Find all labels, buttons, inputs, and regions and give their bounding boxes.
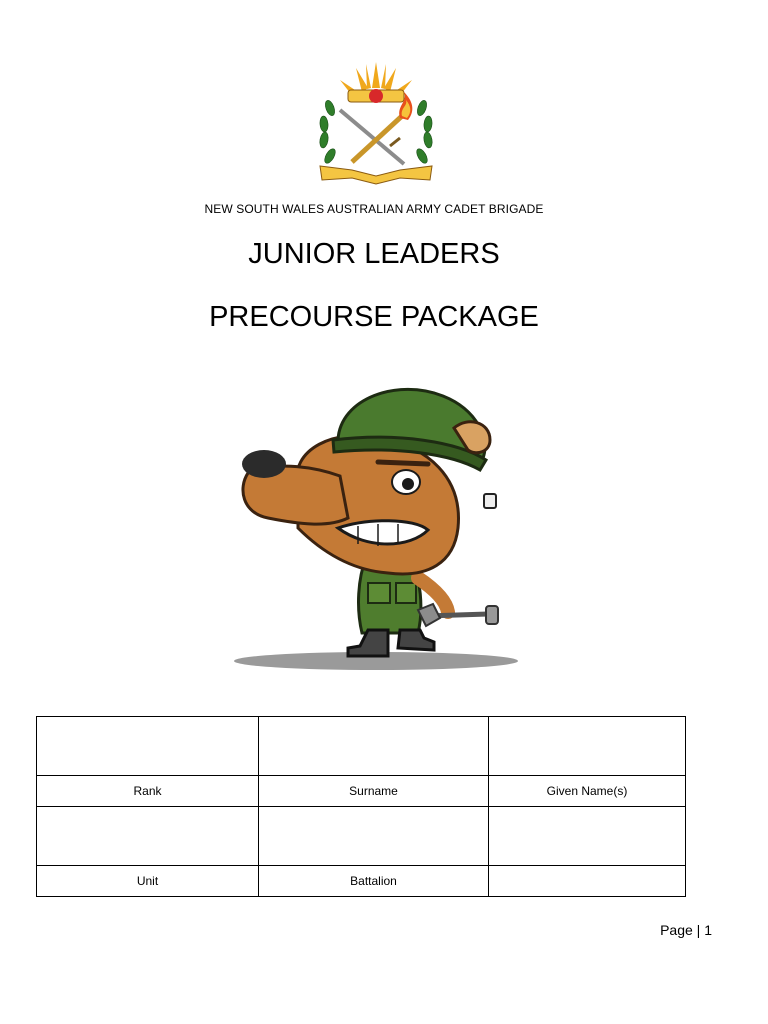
battalion-entry-field[interactable] xyxy=(259,807,489,866)
brigade-subtitle: NEW SOUTH WALES AUSTRALIAN ARMY CADET BRIGADE xyxy=(204,202,544,216)
page-title-line1: JUNIOR LEADERS xyxy=(248,238,500,270)
page-number: Page | 1 xyxy=(660,922,712,938)
dog-soldier-mascot-illustration xyxy=(228,378,528,678)
cadet-emblem-logo xyxy=(312,58,440,186)
empty-label-cell xyxy=(489,866,686,897)
unit-entry-field[interactable] xyxy=(37,807,259,866)
page-title-line2: PRECOURSE PACKAGE xyxy=(209,301,539,333)
given-names-label: Given Name(s) xyxy=(489,776,686,807)
cadet-details-form xyxy=(36,716,686,897)
rank-entry-field[interactable] xyxy=(37,717,259,776)
given-names-entry-field[interactable] xyxy=(489,717,686,776)
rank-label: Rank xyxy=(37,776,259,807)
surname-label: Surname xyxy=(259,776,489,807)
battalion-label: Battalion xyxy=(259,866,489,897)
surname-entry-field[interactable] xyxy=(259,717,489,776)
extra-entry-field[interactable] xyxy=(489,807,686,866)
unit-label: Unit xyxy=(37,866,259,897)
